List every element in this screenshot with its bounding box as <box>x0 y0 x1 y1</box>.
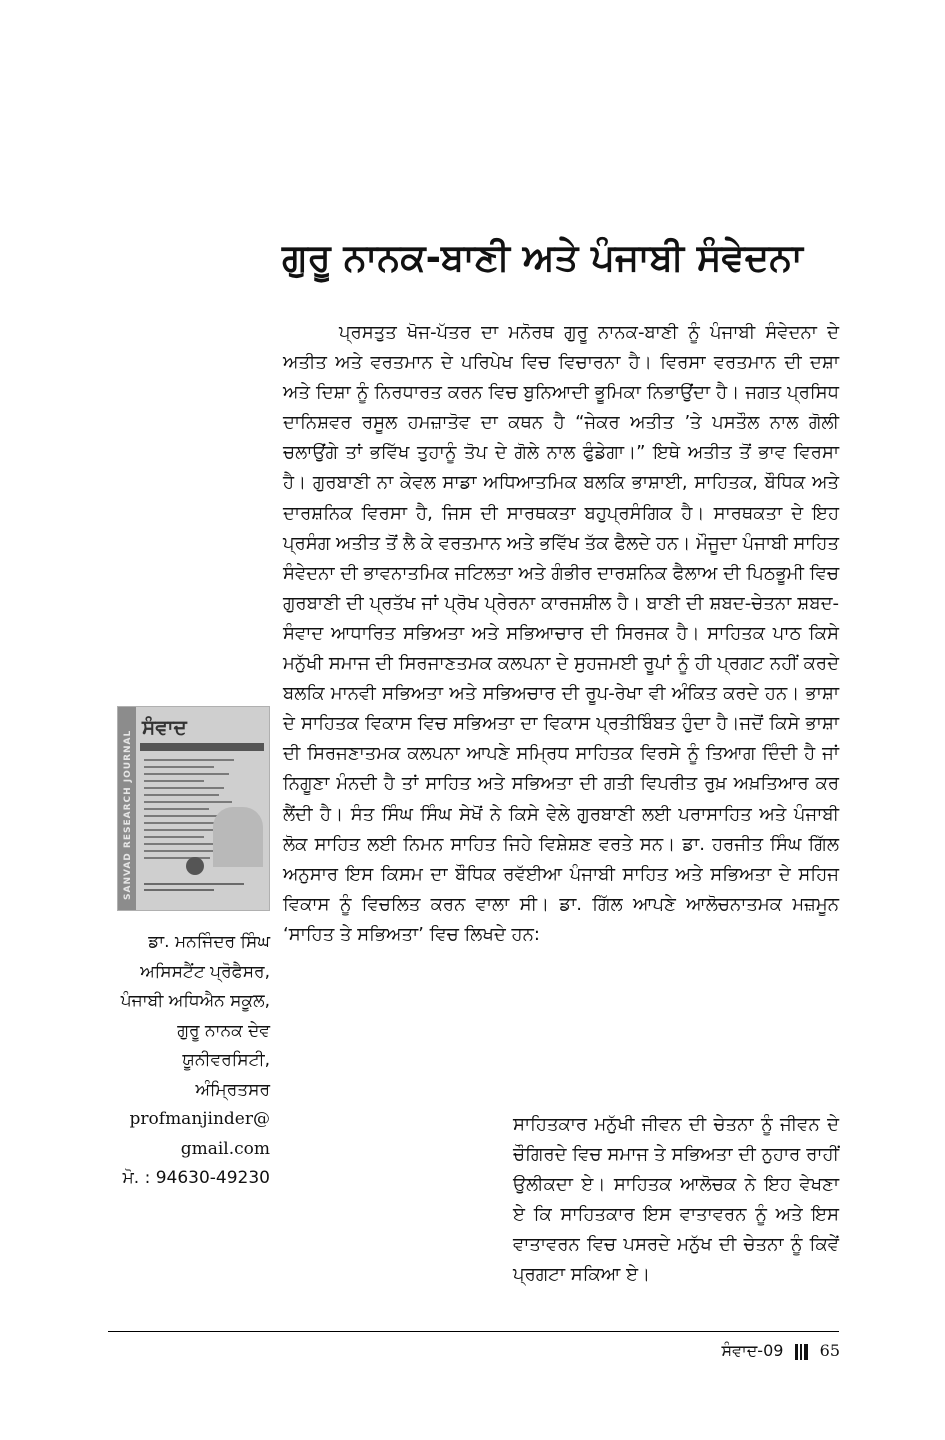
author-department: ਪੰਜਾਬੀ ਅਧਿਐਨ ਸਕੂਲ, <box>120 991 270 1011</box>
page-number: 65 <box>819 1341 840 1360</box>
page-footer <box>660 1338 840 1364</box>
cover-building-graphic <box>213 807 263 867</box>
cover-footer-lines <box>144 883 244 895</box>
cover-spine <box>118 707 136 910</box>
footer-journal: ਸੰਵਾਦ-09 <box>721 1341 784 1360</box>
author-info <box>80 928 270 1194</box>
author-email-line1: profmanjinder@ <box>129 1109 270 1129</box>
cover-title: ਸੰਵਾਦ <box>142 715 187 739</box>
author-designation: ਅਸਿਸਟੈਂਟ ਪ੍ਰੋਫੈਸਰ, <box>140 961 270 982</box>
cover-seal-icon <box>186 857 204 875</box>
author-university-line2: ਯੂਨੀਵਰਸਿਟੀ, <box>182 1050 270 1070</box>
body-paragraph: ਪ੍ਰਸਤੁਤ ਖੋਜ-ਪੱਤਰ ਦਾ ਮਨੋਰਥ ਗੁਰੂ ਨਾਨਕ-ਬਾਣੀ ਨੂੰ ਪੰਜਾਬੀ ਸੰਵੇਦਨਾ ਦੇ ਅਤੀਤ ਅਤੇ ਵਰਤਮਾਨ ਦੇ ਪਰਿਪੇਖ ਵਿਚ ਵਿਚਾਰਨਾ ਹੈ। ਵਿਰਸਾ ਵਰਤਮਾਨ ਦੀ ਦਸ਼ਾ ਅਤੇ ਦਿਸ਼ਾ ਨੂੰ ਨਿਰਧਾਰਤ ਕਰਨ ਵਿਚ ਬੁਨਿਆਦੀ ਭੂਮਿਕਾ ਨਿਭਾਉਂਦਾ ਹੈ। ਜਗਤ ਪ੍ਰਸਿਧ ਦਾਨਿਸ਼ਵਰ ਰਸੂਲ ਹਮਜ਼ਾਤੋਵ ਦਾ ਕਥਨ ਹੈ “ਜੇਕਰ ਅਤੀਤ ’ਤੇ ਪਸਤੌਲ ਨਾਲ ਗੋਲੀ ਚਲਾਉਂਗੇ ਤਾਂ ਭਵਿੱਖ ਤੁਹਾਨੂੰ ਤੋਪ ਦੇ ਗੋਲੇ ਨਾਲ ਫੁੰਡੇਗਾ।” ਇਥੇ ਅਤੀਤ ਤੋਂ ਭਾਵ ਵਿਰਸਾ ਹੈ। ਗੁਰਬਾਣੀ ਨਾ ਕੇਵਲ ਸਾਡਾ ਅਧਿਆਤਮਿਕ ਬਲਕਿ ਭਾਸ਼ਾਈ, ਸਾਹਿਤਕ, ਬੌਧਿਕ ਅਤੇ ਦਾਰਸ਼ਨਿਕ ਵਿਰਸਾ ਹੈ, ਜਿਸ ਦੀ ਸਾਰਥਕਤਾ ਬਹੁਪ੍ਰਸੰਗਿਕ ਹੈ। ਸਾਰਥਕਤਾ ਦੇ ਇਹ ਪ੍ਰਸੰਗ ਅਤੀਤ ਤੋਂ ਲੈ ਕੇ ਵਰਤਮਾਨ ਅਤੇ ਭਵਿੱਖ ਤੱਕ ਫੈਲਦੇ ਹਨ। ਮੌਜੂਦਾ ਪੰਜਾਬੀ ਸਾਹਿਤ ਸੰਵੇਦਨਾ ਦੀ ਭਾਵਨਾਤਮਿਕ ਜਟਿਲਤਾ ਅਤੇ ਗੰਭੀਰ ਦਾਰਸ਼ਨਿਕ ਫੈਲਾਅ ਦੀ ਪਿਠਭੂਮੀ ਵਿਚ ਗੁਰਬਾਣੀ ਦੀ ਪ੍ਰਤੱਖ ਜਾਂ ਪ੍ਰੋਖ ਪ੍ਰੇਰਨਾ ਕਾਰਜਸ਼ੀਲ ਹੈ। ਬਾਣੀ ਦੀ ਸ਼ਬਦ-ਚੇਤਨਾ ਸ਼ਬਦ-ਸੰਵਾਦ ਆਧਾਰਿਤ ਸਭਿਅਤਾ ਅਤੇ ਸਭਿਆਚਾਰ ਦੀ ਸਿਰਜਕ ਹੈ। ਸਾਹਿਤਕ ਪਾਠ ਕਿਸੇ ਮਨੁੱਖੀ ਸਮਾਜ ਦੀ ਸਿਰਜਾਣਤਮਕ ਕਲਪਨਾ ਦੇ ਸੁਹਜਮਈ ਰੂਪਾਂ ਨੂੰ ਹੀ ਪ੍ਰਗਟ ਨਹੀਂ ਕਰਦੇ ਬਲਕਿ ਮਾਨਵੀ ਸਭਿਅਤਾ ਅਤੇ ਸਭਿਅਚਾਰ ਦੀ ਰੂਪ-ਰੇਖਾ ਵੀ ਅੰਕਿਤ ਕਰਦੇ ਹਨ। ਭਾਸ਼ਾ ਦੇ ਸਾਹਿਤਕ ਵਿਕਾਸ ਵਿਚ ਸਭਿਅਤਾ ਦਾ ਵਿਕਾਸ ਪ੍ਰਤੀਬਿੰਬਤ ਹੁੰਦਾ ਹੈ।ਜਦੋਂ ਕਿਸੇ ਭਾਸ਼ਾ ਦੀ ਸਿਰਜਣਾਤਮਕ ਕਲਪਨਾ ਆਪਣੇ ਸਮ੍ਰਿਧ ਸਾਹਿਤਕ ਵਿਰਸੇ ਨੂੰ ਤਿਆਗ ਦਿੰਦੀ ਹੈ ਜਾਂ ਨਿਗੂਣਾ ਮੰਨਦੀ ਹੈ ਤਾਂ ਸਾਹਿਤ ਅਤੇ ਸਭਿਅਤਾ ਦੀ ਗਤੀ ਵਿਪਰੀਤ ਰੁਖ਼ ਅਖ਼ਤਿਆਰ ਕਰ ਲੈਂਦੀ ਹੈ। ਸੰਤ ਸਿੰਘ ਸਿੰਘ ਸੇਖੋਂ ਨੇ ਕਿਸੇ ਵੇਲੇ ਗੁਰਬਾਣੀ ਲਈ ਪਰਾਸਾਹਿਤ ਅਤੇ ਪੰਜਾਬੀ ਲੋਕ ਸਾਹਿਤ ਲਈ ਨਿਮਨ ਸਾਹਿਤ ਜਿਹੇ ਵਿਸ਼ੇਸ਼ਣ ਵਰਤੇ ਸਨ। ਡਾ. ਹਰਜੀਤ ਸਿੰਘ ਗਿੱਲ ਅਨੁਸਾਰ ਇਸ ਕਿਸਮ ਦਾ ਬੌਧਿਕ ਰਵੱਈਆ ਪੰਜਾਬੀ ਸਾਹਿਤ ਅਤੇ ਸਭਿਅਤਾ ਦੇ ਸਹਿਜ ਵਿਕਾਸ ਨੂੰ ਵਿਚਲਿਤ ਕਰਨ ਵਾਲਾ ਸੀ। ਡਾ. ਗਿੱਲ ਆਪਣੇ ਆਲੋਚਨਾਤਮਕ ਮਜ਼ਮੂਨ ‘ਸਾਹਿਤ ਤੇ ਸਭਿਅਤਾ’ ਵਿਚ ਲਿਖਦੇ ਹਨ: <box>283 322 839 945</box>
author-email-line2: gmail.com <box>180 1138 270 1159</box>
cover-spine-text: SANVAD RESEARCH JOURNAL <box>123 729 133 900</box>
block-quote: ਸਾਹਿਤਕਾਰ ਮਨੁੱਖੀ ਜੀਵਨ ਦੀ ਚੇਤਨਾ ਨੂੰ ਜੀਵਨ ਦੇ ਚੌਗਿਰਦੇ ਵਿਚ ਸਮਾਜ ਤੇ ਸਭਿਅਤਾ ਦੀ ਨੁਹਾਰ ਰਾਹੀਂ ਉਲੀਕਦਾ ਏ। ਸਾਹਿਤਕ ਆਲੋਚਕ ਨੇ ਇਹ ਵੇਖਣਾ ਏ ਕਿ ਸਾਹਿਤਕਾਰ ਇਸ ਵਾਤਾਵਰਨ ਨੂੰ ਅਤੇ ਇਸ ਵਾਤਾਵਰਨ ਵਿਚ ਪਸਰਦੇ ਮਨੁੱਖ ਦੀ ਚੇਤਨਾ ਨੂੰ ਕਿਵੇਂ ਪ੍ਰਗਟਾ ਸਕਿਆ ਏ। <box>513 1114 839 1286</box>
author-city: ਅੰਮ੍ਰਿਤਸਰ <box>195 1079 270 1100</box>
cover-band <box>140 743 264 751</box>
author-university-line1: ਗੁਰੂ ਨਾਨਕ ਦੇਵ <box>177 1020 270 1041</box>
article-title: ਗੁਰੂ ਨਾਨਕ-ਬਾਣੀ ਅਤੇ ਪੰਜਾਬੀ ਸੰਵੇਦਨਾ <box>282 236 803 279</box>
footer-divider <box>108 1331 839 1332</box>
author-name: ਡਾ. ਮਨਜਿੰਦਰ ਸਿੰਘ <box>148 932 270 952</box>
barcode-icon <box>795 1344 809 1360</box>
article-body <box>283 318 839 950</box>
journal-cover-image <box>117 706 270 911</box>
author-phone: ਮੋ. : 94630-49230 <box>122 1168 270 1188</box>
